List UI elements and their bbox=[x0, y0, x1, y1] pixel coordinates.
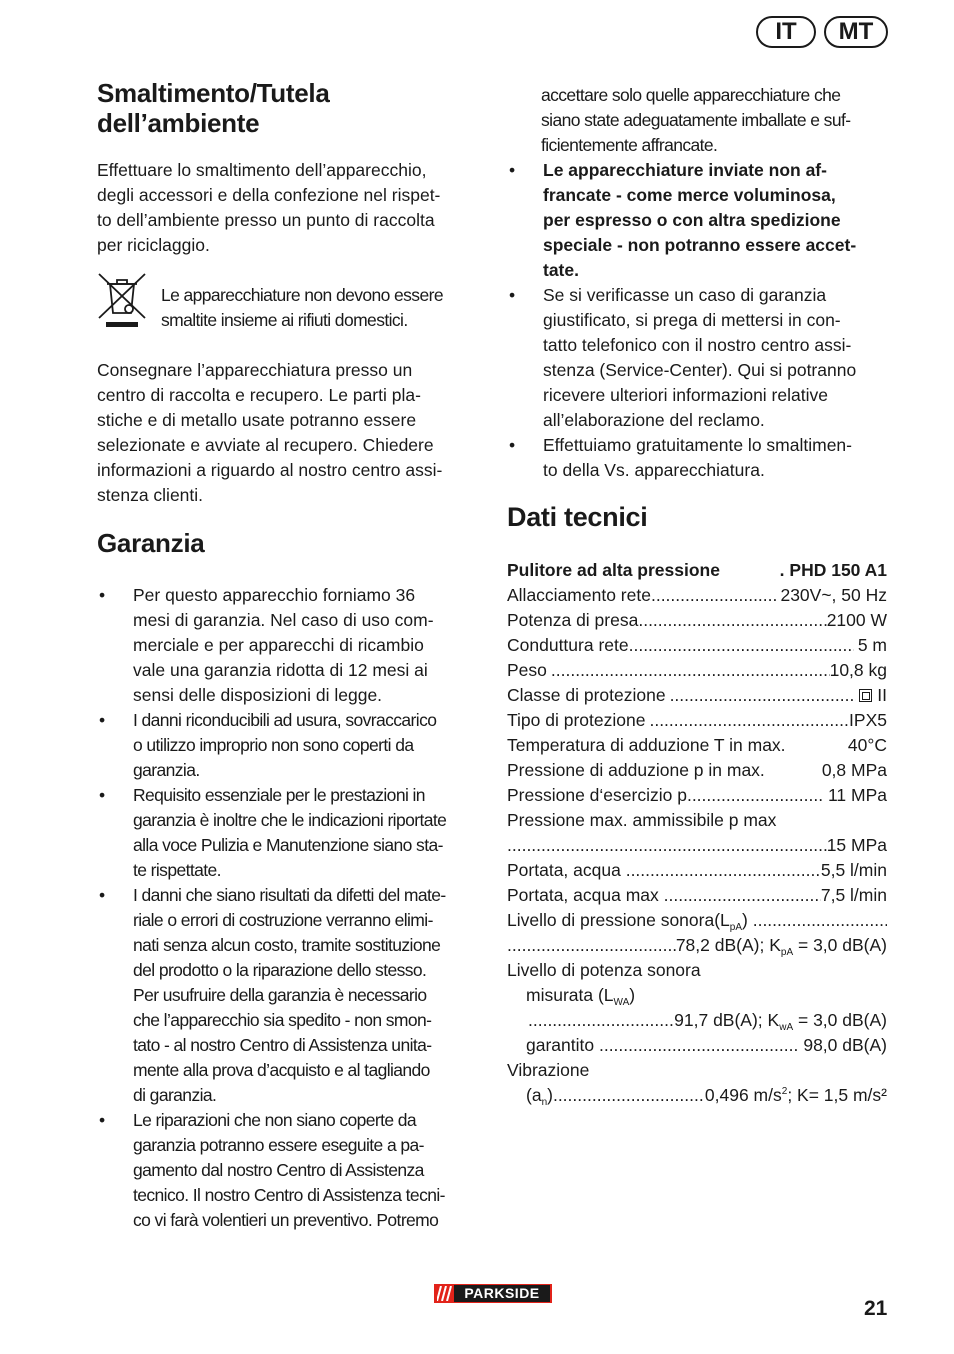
spec-potenza-sonora: Livello di potenza sonora bbox=[507, 960, 701, 980]
list-item: • Se si verificasse un caso di garanzia giustificato, si prega di mettersi in con- tatto telefonico con il nostro centro assi- stenza (Service-Center). Qui si potranno ricevere ulteriori informazioni relative all’elaborazione del reclamo. bbox=[509, 285, 857, 430]
spec-potenza: Potenza di presa ..... 2100 W bbox=[507, 608, 887, 633]
spec-temperatura: Temperatura di adduzione T in max. 40°C bbox=[507, 735, 887, 755]
protection-class-ii-icon bbox=[859, 689, 872, 702]
smaltimento-paragraph-1: Effettuare lo smaltimento dell’apparecchio, degli accessori e della confezione nel rispet- to dell’ambiente presso un punto di raccolta per riciclaggio. bbox=[97, 160, 441, 255]
crossed-out-bin-icon bbox=[97, 272, 147, 328]
spec-pressione-sonora-value: ..... 78,2 dB(A); $K_{pA} = 3,0$ dB(A) bbox=[507, 933, 887, 958]
list-item: • Per questo apparecchio forniamo 36 mesi di garanzia. Nel caso di uso com- merciale e per apparecchi di ricambio vale una garanzia ridotta di 12 mesi ai sensi delle disposizioni di legge. bbox=[99, 585, 434, 705]
spec-pressione-max-value: ..... 15 MPa bbox=[507, 833, 887, 858]
spec-portata: Portata, acqua ..... 5,5 l/min bbox=[507, 858, 887, 883]
spec-misurata: misurata $(L_{WA})$ bbox=[526, 985, 636, 1008]
garanzia-list bbox=[97, 583, 487, 1233]
smaltimento-paragraph-2: Consegnare l’apparecchiatura presso un centro di raccolta e recupero. Le parti pla- stiche e di metallo usate potranno essere selezionate e avviate al recupero. Chiedere informazioni a riguardo al nostro centro assi- stenza clienti. bbox=[97, 360, 443, 505]
spec-pressione-esercizio: Pressione d‘esercizio p ..... 11 MPa bbox=[507, 783, 887, 808]
spec-garantito: garantito ..... 98,0 dB(A) bbox=[526, 1033, 887, 1058]
section-title-garanzia: Garanzia bbox=[97, 528, 205, 558]
spec-portata-max: Portata, acqua max ..... 7,5 l/min bbox=[507, 883, 887, 908]
garanzia-continued-text: accettare solo quelle apparecchiature che siano state adeguatamente imballate e suf- ficientemente affrancate. bbox=[541, 85, 851, 155]
brand-name: PARKSIDE bbox=[454, 1285, 550, 1302]
spec-vibrazione: Vibrazione bbox=[507, 1060, 590, 1080]
spec-peso: Peso ..... 10,8 kg bbox=[507, 658, 887, 683]
spec-header: Pulitore ad alta pressione . PHD 150 A1 bbox=[507, 560, 887, 580]
section-title-dati-tecnici: Dati tecnici bbox=[507, 502, 648, 532]
parkside-logo bbox=[434, 1284, 552, 1303]
section-title-smaltimento: Smaltimento/Tutela dell’ambiente bbox=[97, 78, 330, 138]
logo-stripes-icon bbox=[437, 1286, 452, 1301]
language-badge-mt: MT bbox=[824, 16, 888, 48]
spec-misurata-value: ..... 91,7 dB(A); $K_{wA} = 3,0$ dB(A) bbox=[528, 1008, 887, 1033]
spec-tipo: Tipo di protezione ..... IPX5 bbox=[507, 708, 887, 733]
list-item: • Effettuiamo gratuitamente lo smaltimen- to della Vs. apparecchiatura. bbox=[509, 435, 852, 480]
spec-conduttura: Conduttura rete ..... 5 m bbox=[507, 633, 887, 658]
spec-allacciamento: Allacciamento rete ..... 230V~, 50 Hz bbox=[507, 583, 887, 608]
spec-pressione-adduzione: Pressione di adduzione p in max. 0,8 MPa bbox=[507, 760, 887, 780]
list-item: • I danni riconducibili ad usura, sovraccarico o utilizzo improprio non sono coperti da garanzia. bbox=[99, 710, 437, 780]
spec-vibrazione-value: $(a_n)$ ..... 0,496 $m/s^2$; K= 1,5 m/s² bbox=[526, 1083, 887, 1108]
spec-pressione-sonora: Livello di pressione $sonora(L_{pA})$ ..... bbox=[507, 908, 887, 933]
list-item: • Le riparazioni che non siano coperte da garanzia potranno essere eseguite a pa- gamento dal nostro Centro di Assistenza tecnico. Il nostro Centro di Assistenza tecni- co vi farà volentieri un preventivo. Potremo bbox=[99, 1110, 445, 1230]
list-item: • Requisito essenziale per le prestazioni in garanzia è inoltre che le indicazioni riportate alla voce Pulizia e Manutenzione siano sta- te rispettate. bbox=[99, 785, 447, 880]
spec-classe: Classe di protezione ..... II bbox=[507, 683, 887, 708]
garanzia-list-continued bbox=[507, 158, 893, 483]
weee-note: Le apparecchiature non devono essere smaltite insieme ai rifiuti domestici. bbox=[161, 285, 443, 330]
page-number: 21 bbox=[864, 1297, 888, 1320]
list-item: • Le apparecchiature inviate non af- francate - come merce voluminosa, per espresso o con altra spedizione speciale - non potranno essere accet- tate. bbox=[509, 160, 857, 280]
language-badge-it: IT bbox=[756, 16, 816, 48]
spec-pressione-max-label: Pressione max. ammissibile p max bbox=[507, 810, 777, 830]
list-item: • I danni che siano risultati da difetti del mate- riale o errori di costruzione verranno elimi- nati senza alcun costo, tramite sostituzione del prodotto o la riparazione dello stesso. Per usufruire della garanzia è necessario che l’apparecchio sia spedito - non smon- tato - al nostro Centro di Assistenza unita- mente alla prova d’acquisto e al tagliando di garanzia. bbox=[99, 885, 446, 1105]
